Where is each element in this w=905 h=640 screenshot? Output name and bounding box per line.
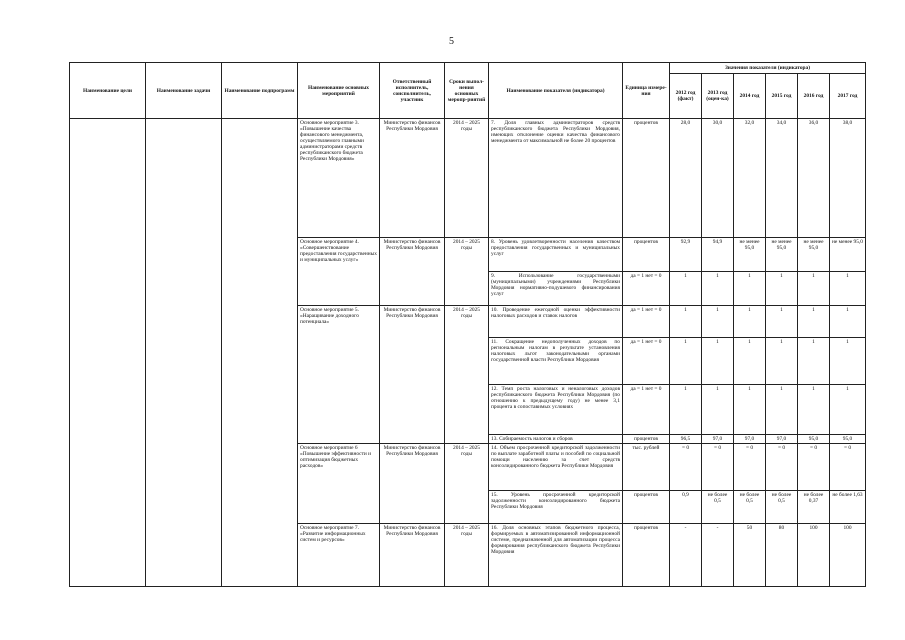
indicator-value: не менее 95,0 — [798, 238, 830, 272]
indicator-unit: процентов — [623, 119, 670, 238]
indicator-value: 1 — [670, 306, 702, 338]
indicator-value: 1 — [734, 385, 766, 435]
indicator-value: 1 — [734, 272, 766, 306]
header-measures: Наименование основных мероприятий — [298, 63, 380, 119]
indicator-unit: процентов — [623, 524, 670, 587]
header-year: 2015 год — [766, 74, 798, 119]
indicator-value: 32,0 — [734, 119, 766, 238]
indicator-name: 15. Уровень просроченной кредиторской задолженности консолидированного бюджета Республики Мордовия — [489, 491, 623, 524]
header-subprogram: Наименование подпрограмм — [222, 63, 298, 119]
indicator-value: 1 — [766, 306, 798, 338]
indicator-value: 1 — [798, 306, 830, 338]
indicator-value: = 0 — [798, 444, 830, 491]
indicator-value: 50 — [734, 524, 766, 587]
indicator-value: 1 — [798, 385, 830, 435]
measure-name: Основное мероприятие 5. «Наращивание доходного потенциала» — [298, 306, 380, 444]
indicator-name: 10. Проведение ежегодной оценки эффективности налоговых расходов и ставок налогов — [489, 306, 623, 338]
indicator-value: не более 0,5 — [734, 491, 766, 524]
measure-name: Основное мероприятие 3. «Повышение качества финансового менеджмента, осуществляемого главными администраторами средств республиканского бюджета Республики Мордовия» — [298, 119, 380, 238]
header-year: 2017 год — [830, 74, 866, 119]
indicator-name: 13. Собираемость налогов и сборов — [489, 435, 623, 444]
indicator-value: 97,0 — [766, 435, 798, 444]
indicator-name: 11. Сокращение недополученных доходов по региональным налогам в результате установления налоговых льгот законодательными органами государственной власти Республики Мордовия — [489, 338, 623, 385]
indicator-value: = 0 — [734, 444, 766, 491]
indicator-value: 97,0 — [702, 435, 734, 444]
indicator-value: 1 — [734, 306, 766, 338]
measure-name: Основное мероприятие 4. «Совершенствование предоставления государственных и муниципальных услуг» — [298, 238, 380, 306]
indicator-name: 12. Темп роста налоговых и неналоговых доходов республиканского бюджета Республики Мордовия (по отношению к предыдущему году) не менее 3,1 процента в сопоставимых условиях — [489, 385, 623, 435]
measure-name: Основное мероприятие 6 «Повышение эффективности и оптимизация бюджетных расходов» — [298, 444, 380, 524]
header-indicator: Наименование показателя (индикатора) — [489, 63, 623, 119]
indicator-value: 1 — [798, 272, 830, 306]
indicator-name: 8. Уровень удовлетворенности населения качеством предоставления государственных и муниципальных услуг — [489, 238, 623, 272]
indicator-value: 1 — [830, 272, 866, 306]
subprogram-cell — [222, 119, 298, 587]
indicator-value: = 0 — [766, 444, 798, 491]
measure-terms: 2014 – 2025 годы — [445, 119, 489, 238]
indicator-value: 1 — [830, 385, 866, 435]
indicator-value: = 0 — [830, 444, 866, 491]
header-task: Наименование задачи — [146, 63, 222, 119]
indicator-value: 1 — [766, 338, 798, 385]
indicator-value: 80 — [766, 524, 798, 587]
indicator-value: 30,0 — [702, 119, 734, 238]
indicator-value: 1 — [766, 272, 798, 306]
indicator-value: 100 — [830, 524, 866, 587]
indicator-unit: тыс. рублей — [623, 444, 670, 491]
header-terms: Сроки выпол-нения основных меропр-риятий — [445, 63, 489, 119]
header-year: 2012 год (факт) — [670, 74, 702, 119]
indicator-value: 0,9 — [670, 491, 702, 524]
indicator-unit: да = 1 нет = 0 — [623, 306, 670, 338]
indicator-value: = 0 — [670, 444, 702, 491]
measure-executor: Министерство финансов Республики Мордовия — [380, 306, 445, 444]
indicator-value: 1 — [670, 272, 702, 306]
indicator-value: не более 1,63 — [830, 491, 866, 524]
indicator-name: 9. Использование государственными (муниципальными) учреждениями Республики Мордовия нормативно-подушевого финансирования услуг — [489, 272, 623, 306]
indicator-value: 94,9 — [702, 238, 734, 272]
header-year: 2016 год — [798, 74, 830, 119]
indicator-value: 1 — [830, 338, 866, 385]
indicator-value: 100 — [798, 524, 830, 587]
header-values-group: Значения показателя (индикатора) — [670, 63, 866, 74]
measure-terms: 2014 – 2025 годы — [445, 306, 489, 444]
indicator-unit: да = 1 нет = 0 — [623, 385, 670, 435]
indicator-value: 97,0 — [734, 435, 766, 444]
indicator-value: 96,5 — [670, 435, 702, 444]
header-executor: Ответственный исполнитель, соисполнитель, участник — [380, 63, 445, 119]
indicator-value: не более 0,37 — [798, 491, 830, 524]
indicator-value: 1 — [734, 338, 766, 385]
indicator-value: 1 — [830, 306, 866, 338]
indicator-value: 95,0 — [798, 435, 830, 444]
indicator-value: не менее 95,0 — [830, 238, 866, 272]
indicator-value: 34,0 — [766, 119, 798, 238]
indicator-value: 1 — [670, 385, 702, 435]
measure-executor: Министерство финансов Республики Мордовия — [380, 238, 445, 306]
indicator-unit: да = 1 нет = 0 — [623, 272, 670, 306]
header-unit: Единица измере-ния — [623, 63, 670, 119]
indicator-value: 1 — [766, 385, 798, 435]
indicator-value: - — [702, 524, 734, 587]
measure-executor: Министерство финансов Республики Мордовия — [380, 119, 445, 238]
indicator-value: - — [670, 524, 702, 587]
measure-executor: Министерство финансов Республики Мордовия — [380, 524, 445, 587]
header-year: 2013 год (оцен-ка) — [702, 74, 734, 119]
indicator-value: 38,0 — [830, 119, 866, 238]
indicator-value: 1 — [798, 338, 830, 385]
indicator-value: 95,0 — [830, 435, 866, 444]
measure-name: Основное мероприятие 7. «Развитие информационных систем и ресурсов» — [298, 524, 380, 587]
indicator-unit: процентов — [623, 238, 670, 272]
indicator-value: 1 — [702, 272, 734, 306]
indicator-name: 14. Объем просроченной кредиторской задолженности по выплате заработной платы и пособий по социальной помощи населению за счет средств консолидированного бюджета Республики Мордовия — [489, 444, 623, 491]
measure-terms: 2014 – 2025 годы — [445, 238, 489, 306]
indicators-table — [69, 62, 866, 587]
indicator-value: 1 — [702, 306, 734, 338]
indicator-value: не более 0,5 — [766, 491, 798, 524]
page-number: 5 — [449, 36, 454, 47]
indicator-value: 28,0 — [670, 119, 702, 238]
indicator-unit: процентов — [623, 435, 670, 444]
indicator-value: не менее 95,0 — [766, 238, 798, 272]
indicator-name: 16. Доля основных этапов бюджетного процесса, формируемых в автоматизированной информационной системе, предназначенной для автоматизации процесса формирования республиканского бюджета Республики Мордовия — [489, 524, 623, 587]
header-year: 2014 год — [734, 74, 766, 119]
measure-executor: Министерство финансов Республики Мордовия — [380, 444, 445, 524]
indicator-unit: да = 1 нет = 0 — [623, 338, 670, 385]
header-goal: Наименование цели — [70, 63, 146, 119]
indicator-value: 1 — [670, 338, 702, 385]
indicator-value: 36,0 — [798, 119, 830, 238]
indicator-value: 1 — [702, 338, 734, 385]
goal-cell — [70, 119, 146, 587]
indicator-unit: процентов — [623, 491, 670, 524]
table-row — [70, 119, 866, 238]
measure-terms: 2014 – 2025 годы — [445, 444, 489, 524]
indicator-value: 92,9 — [670, 238, 702, 272]
indicator-name: 7. Доля главных администраторов средств республиканского бюджета Республики Мордовия, имеющих отклонение оценки качества финансового менеджмента от максимальной не более 20 процентов — [489, 119, 623, 238]
indicator-value: не более 0,5 — [702, 491, 734, 524]
indicator-value: не менее 95,0 — [734, 238, 766, 272]
task-cell — [146, 119, 222, 587]
indicator-value: = 0 — [702, 444, 734, 491]
measure-terms: 2014 – 2025 годы — [445, 524, 489, 587]
indicator-value: 1 — [702, 385, 734, 435]
